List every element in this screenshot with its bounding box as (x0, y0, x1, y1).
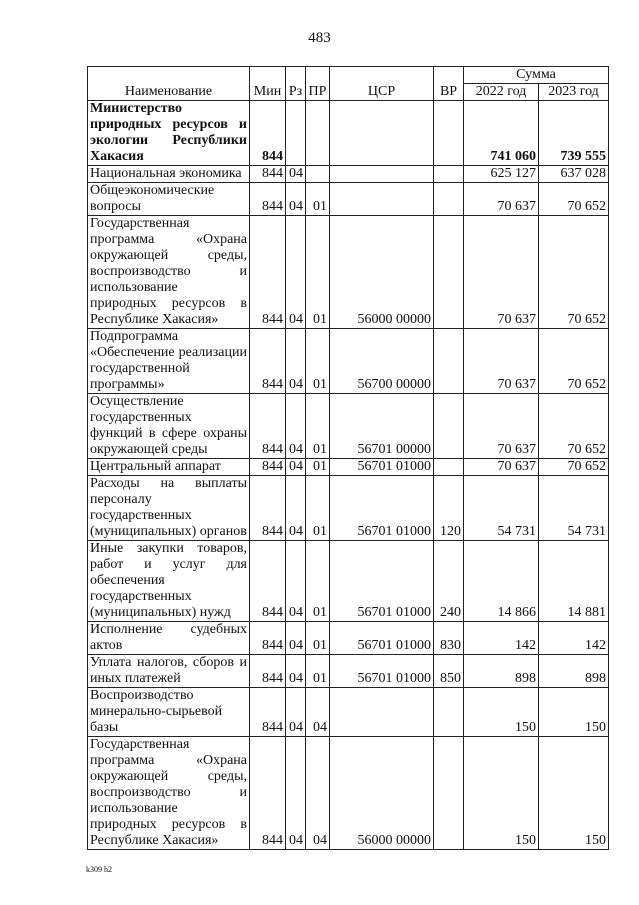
row-min: 844 (250, 166, 286, 183)
row-sum-2023: 70 652 (539, 329, 609, 394)
row-csr: 56701 01000 (330, 655, 434, 688)
row-min: 844 (250, 622, 286, 655)
row-rz: 04 (286, 737, 306, 850)
row-csr: 56700 00000 (330, 329, 434, 394)
budget-table (87, 66, 609, 850)
row-vr (434, 101, 464, 166)
row-pr (306, 101, 330, 166)
row-rz: 04 (286, 655, 306, 688)
row-vr (434, 216, 464, 329)
row-name: Министерство природных ресурсов и экологии Республики Хакасия (88, 101, 250, 166)
header-vr: ВР (434, 67, 464, 101)
row-sum-2022: 898 (464, 655, 539, 688)
row-sum-2022: 142 (464, 622, 539, 655)
row-pr: 01 (306, 459, 330, 476)
row-pr: 04 (306, 737, 330, 850)
row-sum-2023: 739 555 (539, 101, 609, 166)
row-sum-2022: 54 731 (464, 476, 539, 541)
table-row (88, 459, 609, 476)
row-csr: 56701 01000 (330, 622, 434, 655)
row-pr: 01 (306, 216, 330, 329)
table-row (88, 476, 609, 541)
row-sum-2023: 150 (539, 737, 609, 850)
row-name: Осуществление государственных функций в сфере охраны окружающей среды (88, 394, 250, 459)
row-rz: 04 (286, 183, 306, 216)
row-vr (434, 166, 464, 183)
row-name: Расходы на выплаты персоналу государственных (муниципальных) органов (88, 476, 250, 541)
row-rz: 04 (286, 329, 306, 394)
row-sum-2023: 637 028 (539, 166, 609, 183)
row-name: Национальная экономика (88, 166, 250, 183)
row-pr: 01 (306, 541, 330, 622)
table-row (88, 329, 609, 394)
row-vr: 850 (434, 655, 464, 688)
row-vr: 240 (434, 541, 464, 622)
header-year-2023: 2023 год (539, 84, 609, 101)
header-rz: Рз (286, 67, 306, 101)
row-sum-2022: 70 637 (464, 216, 539, 329)
table-row (88, 101, 609, 166)
row-sum-2023: 150 (539, 688, 609, 737)
row-min: 844 (250, 688, 286, 737)
row-csr: 56701 01000 (330, 541, 434, 622)
row-rz: 04 (286, 459, 306, 476)
row-rz: 04 (286, 166, 306, 183)
row-vr (434, 329, 464, 394)
table-body (88, 101, 609, 850)
row-min: 844 (250, 394, 286, 459)
row-name: Уплата налогов, сборов и иных платежей (88, 655, 250, 688)
row-sum-2022: 741 060 (464, 101, 539, 166)
header-min: Мин (250, 67, 286, 101)
table-row (88, 183, 609, 216)
row-name: Государственная программа «Охрана окружающей среды, воспроизводство и использование природных ресурсов в Республике Хакасия» (88, 737, 250, 850)
table-row (88, 541, 609, 622)
row-pr: 04 (306, 688, 330, 737)
row-sum-2022: 150 (464, 737, 539, 850)
row-rz (286, 101, 306, 166)
row-pr: 01 (306, 329, 330, 394)
row-csr (330, 101, 434, 166)
row-min: 844 (250, 476, 286, 541)
table-row (88, 688, 609, 737)
row-vr (434, 394, 464, 459)
footer-code: k309 h2 (86, 865, 112, 874)
row-csr (330, 166, 434, 183)
row-rz: 04 (286, 216, 306, 329)
header-year-2022: 2022 год (464, 84, 539, 101)
header-csr: ЦСР (330, 67, 434, 101)
row-name: Общеэкономические вопросы (88, 183, 250, 216)
row-pr: 01 (306, 394, 330, 459)
row-name: Воспроизводство минерально-сырьевой базы (88, 688, 250, 737)
row-rz: 04 (286, 541, 306, 622)
row-sum-2023: 14 881 (539, 541, 609, 622)
row-min: 844 (250, 101, 286, 166)
row-min: 844 (250, 183, 286, 216)
row-sum-2022: 70 637 (464, 459, 539, 476)
row-csr (330, 183, 434, 216)
row-vr: 120 (434, 476, 464, 541)
table-row (88, 166, 609, 183)
row-pr: 01 (306, 622, 330, 655)
row-csr: 56000 00000 (330, 737, 434, 850)
table-row (88, 655, 609, 688)
row-vr (434, 459, 464, 476)
row-name: Подпрограмма «Обеспечение реализации государственной программы» (88, 329, 250, 394)
row-sum-2023: 898 (539, 655, 609, 688)
row-vr (434, 183, 464, 216)
row-min: 844 (250, 459, 286, 476)
row-pr: 01 (306, 476, 330, 541)
row-vr: 830 (434, 622, 464, 655)
header-pr: ПР (306, 67, 330, 101)
row-sum-2022: 150 (464, 688, 539, 737)
row-min: 844 (250, 737, 286, 850)
row-rz: 04 (286, 476, 306, 541)
table-row (88, 737, 609, 850)
row-sum-2022: 70 637 (464, 329, 539, 394)
header-name: Наименование (88, 67, 250, 101)
row-csr (330, 688, 434, 737)
table-row (88, 394, 609, 459)
row-sum-2023: 70 652 (539, 459, 609, 476)
row-min: 844 (250, 655, 286, 688)
table-row (88, 622, 609, 655)
row-rz: 04 (286, 394, 306, 459)
row-rz: 04 (286, 622, 306, 655)
row-sum-2023: 70 652 (539, 183, 609, 216)
row-rz: 04 (286, 688, 306, 737)
row-pr (306, 166, 330, 183)
row-sum-2023: 54 731 (539, 476, 609, 541)
row-name: Государственная программа «Охрана окружающей среды, воспроизводство и использование природных ресурсов в Республике Хакасия» (88, 216, 250, 329)
row-min: 844 (250, 329, 286, 394)
header-sum: Сумма (464, 67, 609, 84)
row-sum-2023: 70 652 (539, 394, 609, 459)
row-name: Исполнение судебных актов (88, 622, 250, 655)
table-row (88, 216, 609, 329)
row-name: Центральный аппарат (88, 459, 250, 476)
row-pr: 01 (306, 655, 330, 688)
row-min: 844 (250, 541, 286, 622)
row-sum-2022: 14 866 (464, 541, 539, 622)
row-csr: 56701 01000 (330, 476, 434, 541)
row-csr: 56000 00000 (330, 216, 434, 329)
row-sum-2022: 70 637 (464, 183, 539, 216)
row-csr: 56701 01000 (330, 459, 434, 476)
row-min: 844 (250, 216, 286, 329)
row-vr (434, 688, 464, 737)
row-sum-2022: 625 127 (464, 166, 539, 183)
row-pr: 01 (306, 183, 330, 216)
row-sum-2022: 70 637 (464, 394, 539, 459)
page-number: 483 (308, 30, 331, 46)
row-sum-2023: 70 652 (539, 216, 609, 329)
row-csr: 56701 00000 (330, 394, 434, 459)
row-name: Иные закупки товаров, работ и услуг для обеспечения государственных (муниципальных) нужд (88, 541, 250, 622)
row-sum-2023: 142 (539, 622, 609, 655)
row-vr (434, 737, 464, 850)
